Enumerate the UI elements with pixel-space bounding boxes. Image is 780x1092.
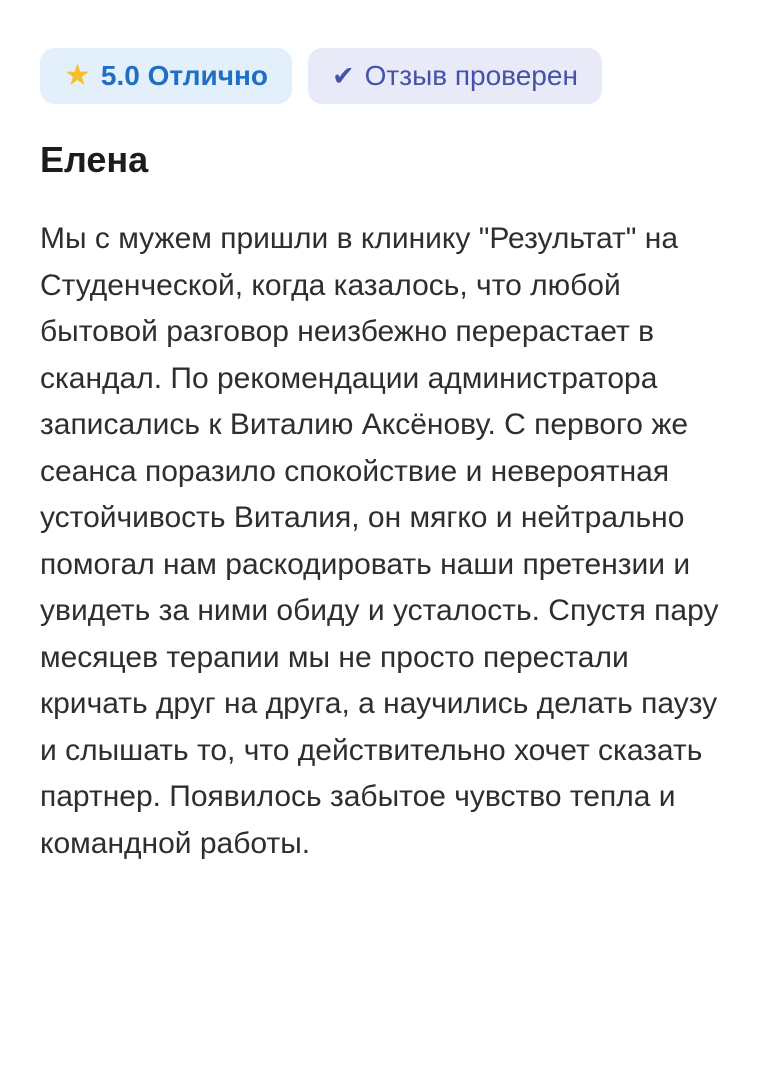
verified-label: Отзыв проверен [364, 60, 578, 91]
checkmark-icon: ✔ [332, 60, 355, 91]
rating-badge [40, 48, 292, 104]
verified-badge [308, 48, 602, 104]
review-text: Мы с мужем пришли в клинику "Результат" на Студенческой, когда казалось, что любой бытовой разговор неизбежно перерастает в скандал. По рекомендации администратора записались к Виталию Аксёнову. С первого же сеанса поразило спокойствие и невероятная устойчивость Виталия, он мягко и нейтрально помогал нам раскодировать наши претензии и увидеть за ними обиду и усталость. Спустя пару месяцев терапии мы не просто перестали кричать друг на друга, а научились делать паузу и слышать то, что действительно хочет сказать партнер. Появилось забытое чувство тепла и командной работы. [40, 222, 719, 860]
rating-label: 5.0 Отлично [100, 60, 269, 91]
star-icon: ★ [64, 59, 91, 92]
review-author: Елена [40, 139, 149, 180]
badges-row [40, 48, 740, 104]
